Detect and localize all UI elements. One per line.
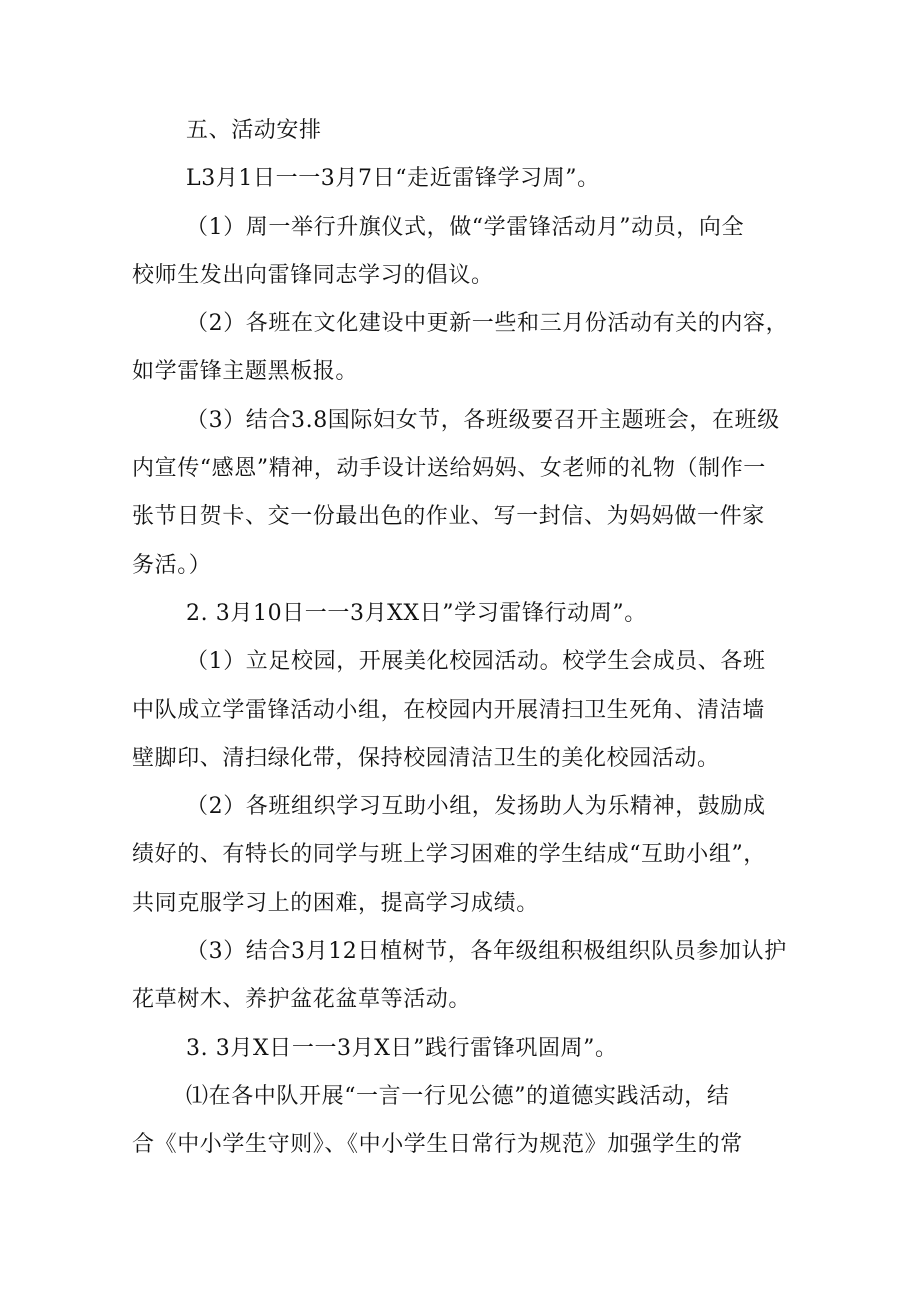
week1-item3-line2: 内宣传“感恩”精神，动手设计送给妈妈、女老师的礼物（制作一: [132, 456, 766, 481]
week3-title: 3. 3月X日一一3月X日”践行雷锋巩固周”。: [186, 1036, 618, 1061]
week2-item3-line1: （3）结合3月12日植树节，各年级组积极组织队员参加认护: [186, 939, 787, 964]
week1-item1-line1: （1）周一举行升旗仪式，做“学雷锋活动月”动员，向全: [186, 215, 745, 240]
section-heading: 五、活动安排: [186, 118, 322, 143]
week2-item1-line3: 壁脚印、清扫绿化带，保持校园清洁卫生的美化校园活动。: [132, 746, 720, 771]
week1-item2-line2: 如学雷锋主题黑板报。: [132, 359, 359, 384]
week2-item1-line1: （1）立足校园，开展美化校园活动。校学生会成员、各班: [186, 649, 766, 674]
week2-item2-line3: 共同克服学习上的困难，提高学习成绩。: [132, 891, 539, 916]
week2-item1-line2: 中队成立学雷锋活动小组，在校园内开展清扫卫生死角、清洁墙: [132, 698, 765, 723]
week1-item3-line1: （3）结合3.8国际妇女节，各班级要召开主题班会，在班级: [186, 408, 780, 433]
week1-item3-line3: 张节日贺卡、交一份最出色的作业、写一封信、为妈妈做一件家: [132, 504, 765, 529]
week1-item1-line2: 校师生发出向雷锋同志学习的倡议。: [132, 263, 494, 288]
week2-item2-line1: （2）各班组织学习互助小组，发扬助人为乐精神，鼓励成: [186, 794, 766, 819]
week1-item3-line4: 务活。）: [132, 553, 212, 578]
week2-title: 2. 3月10日一一3月XX日”学习雷锋行动周”。: [186, 601, 647, 626]
week1-title: L3月1日一一3月7日“走近雷锋学习周”。: [186, 166, 600, 191]
week2-item3-line2: 花草树木、养护盆花盆草等活动。: [132, 987, 472, 1012]
week3-item1-line1: ⑴在各中队开展“一言一行见公德”的道德实践活动，结: [186, 1084, 730, 1109]
week1-item2-line1: （2）各班在文化建设中更新一些和三月份活动有关的内容，: [186, 311, 789, 336]
week2-item2-line2: 绩好的、有特长的同学与班上学习困难的学生结成“互助小组”，: [132, 842, 766, 867]
week3-item1-line2: 合《中小学生守则》、《中小学生日常行为规范》加强学生的常: [132, 1132, 743, 1157]
